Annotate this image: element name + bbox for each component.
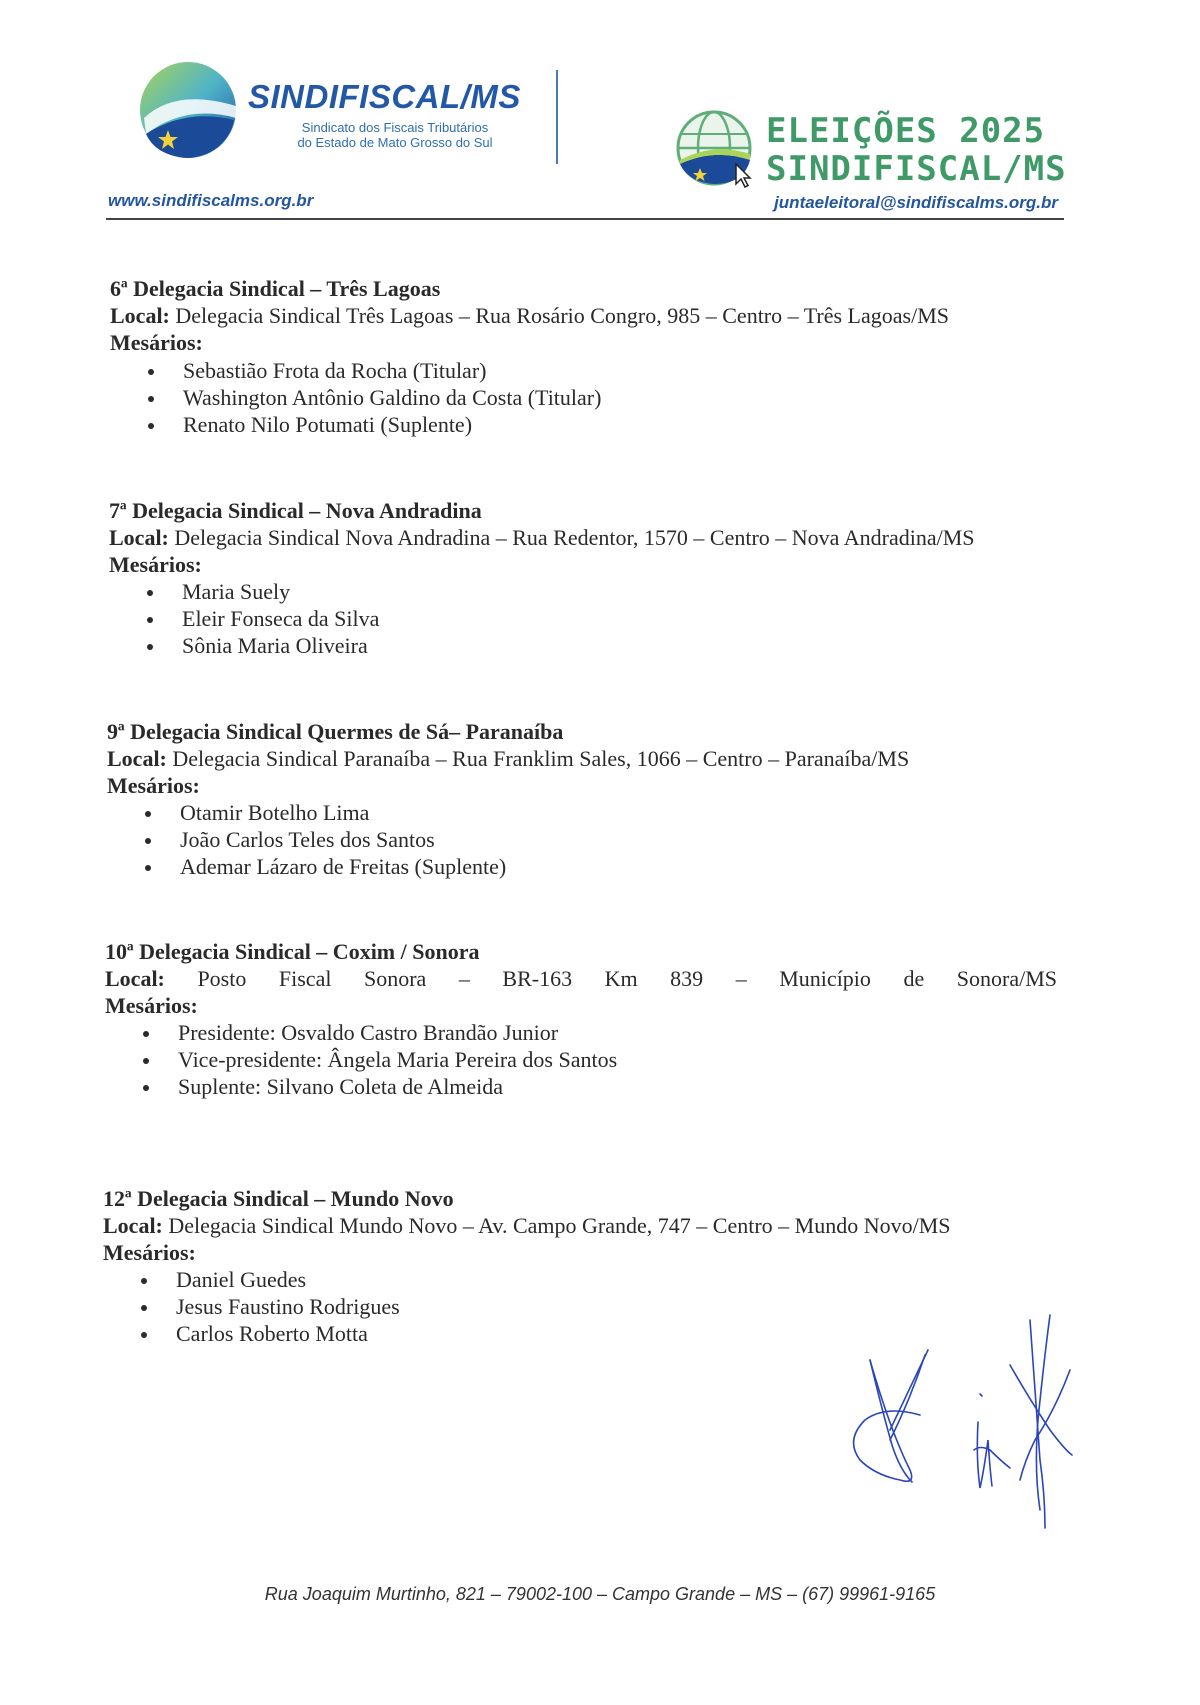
- local-label: Local:: [107, 746, 167, 771]
- local-text: Delegacia Sindical Três Lagoas – Rua Rosário Congro, 985 – Centro – Três Lagoas/MS: [175, 303, 949, 328]
- local-text: Delegacia Sindical Nova Andradina – Rua Redentor, 1570 – Centro – Nova Andradina/MS: [174, 525, 975, 550]
- members-list: [110, 357, 1062, 438]
- section-local: [109, 524, 1061, 551]
- section-10-coxim-sonora: [105, 938, 1057, 1100]
- election-title-line2: SINDIFISCAL/MS: [766, 149, 1067, 189]
- brand-name: SINDIFISCAL/MS: [248, 78, 521, 115]
- list-item: Otamir Botelho Lima: [107, 799, 1059, 826]
- election-title-line1: ELEIÇÕES 2025: [766, 111, 1046, 151]
- list-item: Carlos Roberto Motta: [103, 1320, 1055, 1347]
- letterhead: [0, 0, 1200, 230]
- election-title: [766, 112, 1067, 188]
- section-title: 10ª Delegacia Sindical – Coxim / Sonora: [105, 939, 480, 964]
- list-item: Suplente: Silvano Coleta de Almeida: [105, 1073, 1057, 1100]
- section-local: [110, 302, 1062, 329]
- list-item: Renato Nilo Potumati (Suplente): [110, 411, 1062, 438]
- local-label: Local:: [105, 966, 165, 991]
- section-9-paranaiba: [107, 718, 1059, 880]
- section-7-nova-andradina: [109, 497, 1061, 659]
- list-item: João Carlos Teles dos Santos: [107, 826, 1059, 853]
- list-item: Vice-presidente: Ângela Maria Pereira dos Santos: [105, 1046, 1057, 1073]
- list-item: Washington Antônio Galdino da Costa (Titular): [110, 384, 1062, 411]
- handwritten-signature: [830, 1310, 1150, 1540]
- members-list: [105, 1019, 1057, 1100]
- section-6-tres-lagoas: [110, 275, 1062, 438]
- section-local: [105, 965, 1057, 992]
- local-text: Delegacia Sindical Mundo Novo – Av. Campo Grande, 747 – Centro – Mundo Novo/MS: [168, 1213, 951, 1238]
- sindifiscal-logo-icon: [136, 58, 240, 162]
- mesarios-label: Mesários:: [103, 1240, 196, 1265]
- brand-subtitle-line1: Sindicato dos Fiscais Tributários: [301, 120, 489, 135]
- footer-address: Rua Joaquim Murtinho, 821 – 79002-100 – Campo Grande – MS – (67) 99961-9165: [264, 1584, 936, 1604]
- mesarios-label: Mesários:: [107, 773, 200, 798]
- list-item: Maria Suely: [109, 578, 1061, 605]
- section-local: [107, 745, 1059, 772]
- local-label: Local:: [103, 1213, 163, 1238]
- members-list: [107, 799, 1059, 880]
- list-item: Sônia Maria Oliveira: [109, 632, 1061, 659]
- section-title: 12ª Delegacia Sindical – Mundo Novo: [103, 1186, 454, 1211]
- list-item: Presidente: Osvaldo Castro Brandão Junior: [105, 1019, 1057, 1046]
- local-label: Local:: [109, 525, 169, 550]
- header-divider: [556, 70, 558, 164]
- section-title: 9ª Delegacia Sindical Quermes de Sá– Paranaíba: [107, 719, 564, 744]
- header-rule: [106, 218, 1064, 220]
- mesarios-label: Mesários:: [105, 993, 198, 1018]
- list-item: Jesus Faustino Rodrigues: [103, 1293, 1055, 1320]
- list-item: Sebastião Frota da Rocha (Titular): [110, 357, 1062, 384]
- brand-subtitle-line2: do Estado de Mato Grosso do Sul: [297, 135, 493, 150]
- mesarios-label: Mesários:: [109, 552, 202, 577]
- election-globe-icon: [674, 108, 756, 190]
- list-item: Ademar Lázaro de Freitas (Suplente): [107, 853, 1059, 880]
- section-local: [103, 1212, 1055, 1239]
- local-label: Local:: [110, 303, 170, 328]
- mesarios-label: Mesários:: [110, 330, 203, 355]
- website-link[interactable]: www.sindifiscalms.org.br: [108, 191, 314, 210]
- list-item: Eleir Fonseca da Silva: [109, 605, 1061, 632]
- local-text: Delegacia Sindical Paranaíba – Rua Franklim Sales, 1066 – Centro – Paranaíba/MS: [172, 746, 910, 771]
- section-title: 6ª Delegacia Sindical – Três Lagoas: [110, 276, 441, 301]
- brand-subtitle: [260, 120, 530, 150]
- electoral-email-link[interactable]: juntaeleitoral@sindifiscalms.org.br: [774, 193, 1058, 212]
- local-text: Posto Fiscal Sonora – BR-163 Km 839 – Município de Sonora/MS: [197, 966, 1058, 991]
- list-item: Daniel Guedes: [103, 1266, 1055, 1293]
- members-list: [109, 578, 1061, 659]
- section-title: 7ª Delegacia Sindical – Nova Andradina: [109, 498, 482, 523]
